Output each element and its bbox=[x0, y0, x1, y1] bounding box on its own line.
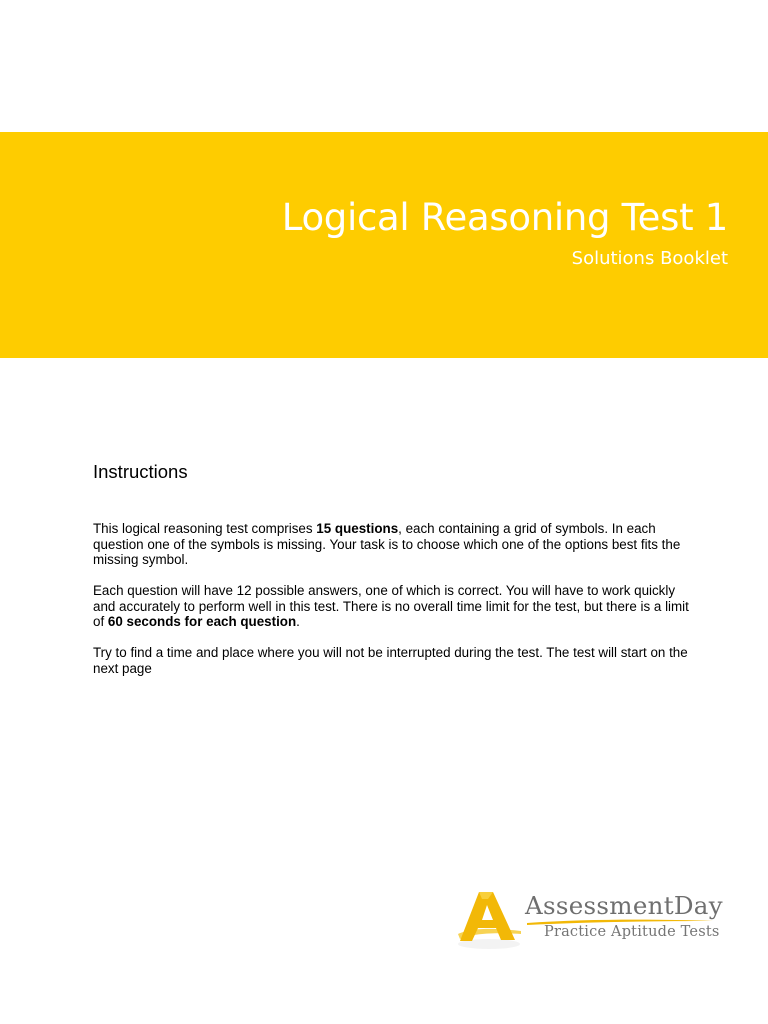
logo-name: AssessmentDay bbox=[525, 891, 723, 920]
paragraph-text: , each containing a grid of symbols. In each question one of the symbols is missing. Your task is to choose which one of the options best fits the missing symbol. bbox=[93, 521, 681, 568]
question-count-emphasis: 15 questions bbox=[316, 521, 399, 536]
letter-a-swoosh-icon bbox=[455, 886, 525, 952]
assessmentday-logo bbox=[455, 886, 735, 952]
title-banner bbox=[0, 132, 768, 358]
logo-underline-swoosh bbox=[525, 918, 715, 926]
paragraph-text: . bbox=[296, 614, 300, 630]
document-subtitle: Solutions Booklet bbox=[571, 248, 728, 269]
document-title: Logical Reasoning Test 1 bbox=[281, 196, 728, 239]
time-limit-emphasis: 60 seconds for each question bbox=[107, 614, 297, 630]
logo-tagline: Practice Aptitude Tests bbox=[544, 924, 720, 940]
paragraph-text: Each question will have 12 possible answers, one of which is correct. You will have to work quickly and accurately to perform well in this test. There is no overall time limit for the test, but there is a limit of bbox=[93, 583, 689, 630]
instructions-paragraph-1 bbox=[93, 521, 693, 568]
instructions-paragraph-2 bbox=[93, 583, 693, 630]
paragraph-text: This logical reasoning test comprises bbox=[93, 521, 317, 536]
instructions-heading: Instructions bbox=[93, 461, 188, 482]
instructions-paragraph-3: Try to find a time and place where you will not be interrupted during the test. The test will start on the next page bbox=[93, 645, 688, 676]
